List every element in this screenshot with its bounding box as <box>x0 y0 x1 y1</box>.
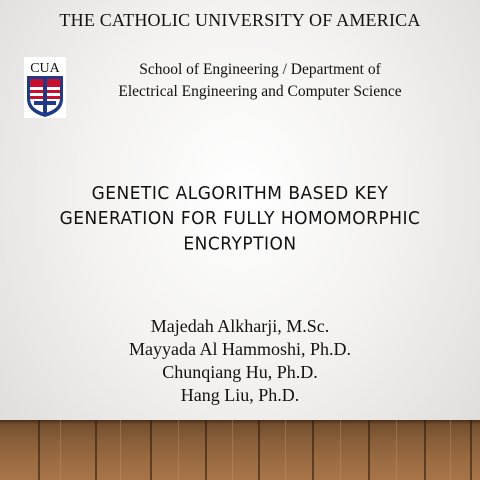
floor-grain <box>396 420 397 480</box>
floor-grain <box>120 420 121 480</box>
floor-plank-seam <box>95 420 97 480</box>
author-list <box>0 315 480 407</box>
school-line-1: School of Engineering / Department of <box>139 61 381 78</box>
university-name: THE CATHOLIC UNIVERSITY OF AMERICA <box>59 10 421 30</box>
title-line-2: GENERATION FOR FULLY HOMOMORPHIC <box>59 208 421 230</box>
school-department <box>60 59 460 103</box>
floor-grain <box>285 420 286 480</box>
author-4: Hang Liu, Ph.D. <box>180 385 300 405</box>
floor-edge <box>0 420 480 424</box>
floor-plank-seam <box>205 420 207 480</box>
school-line-2: Electrical Engineering and Computer Science <box>118 83 402 100</box>
author-1: Majedah Alkharji, M.Sc. <box>150 316 330 336</box>
floor-grain <box>340 420 341 480</box>
floor-plank-seam <box>258 420 260 480</box>
floor-grain <box>60 420 61 480</box>
floor-grain <box>232 420 233 480</box>
floor-plank-seam <box>38 420 40 480</box>
logo-text: CUA <box>30 61 60 76</box>
floor-plank-seam <box>368 420 370 480</box>
wood-floor <box>0 420 480 480</box>
floor-grain <box>178 420 179 480</box>
floor-grain <box>450 420 451 480</box>
title-line-3: ENCRYPTION <box>183 233 297 255</box>
author-2: Mayyada Al Hammoshi, Ph.D. <box>129 339 351 359</box>
floor-plank-seam <box>470 420 472 480</box>
floor-plank-seam <box>424 420 426 480</box>
author-3: Chunqiang Hu, Ph.D. <box>162 362 318 382</box>
title-line-1: GENETIC ALGORITHM BASED KEY <box>91 183 389 205</box>
floor-plank-seam <box>312 420 314 480</box>
presentation-title <box>10 181 470 257</box>
floor-plank-seam <box>150 420 152 480</box>
